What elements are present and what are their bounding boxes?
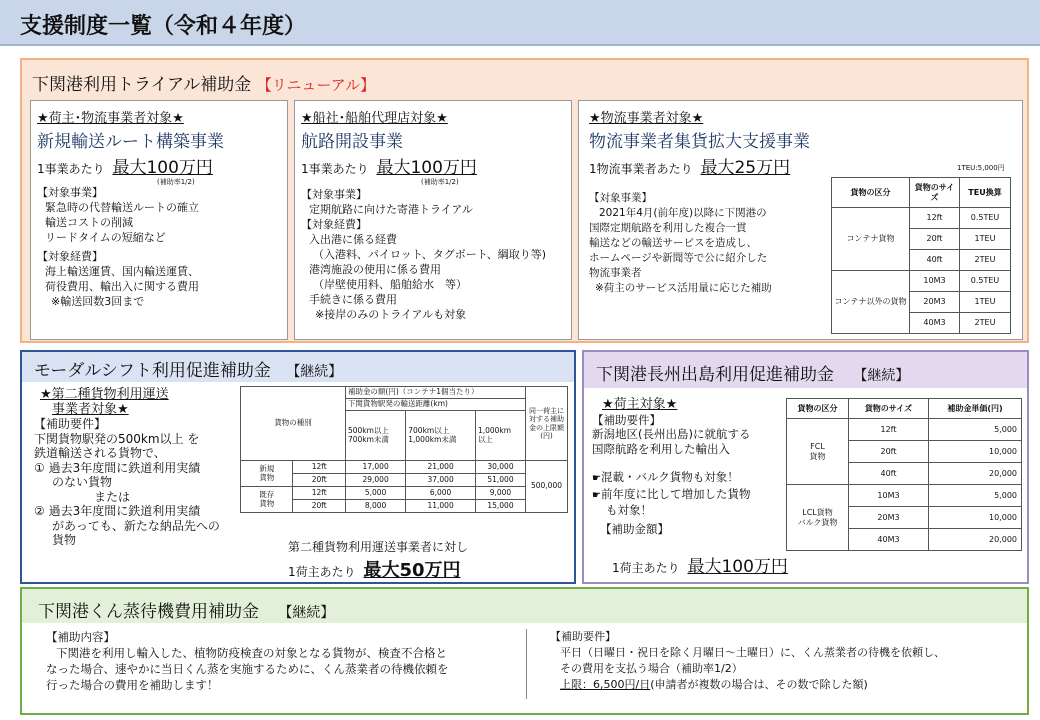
choshu-section <box>582 350 1029 584</box>
modal-h-d2: 700km以上 1,000km未満 <box>406 411 476 461</box>
choshu-h1: 【補助要件】 <box>592 412 661 427</box>
logistics-teu-note: 1TEU:5,000円 <box>957 164 1005 172</box>
choshu-l5: も対象！ <box>606 503 652 517</box>
choshu-h-price: 補助金単価(円) <box>929 399 1022 419</box>
modal-h1: 【補助要件】 <box>34 417 107 431</box>
opening-l5: （岸壁使用料、船舶給水 等） <box>313 278 467 291</box>
modal-l3: ① 過去3年度間に鉄道利用実績 <box>34 460 201 475</box>
modal-target2: 事業者対象★ <box>52 401 129 417</box>
opening-l1: 定期航路に向けた寄港トライアル <box>309 203 473 216</box>
choshu-per: 1荷主あたり <box>612 561 680 575</box>
modal-left-text <box>34 388 220 548</box>
modal-h-d3: 1,000km 以上 <box>475 411 525 461</box>
opening-h1: 【対象事業】 <box>301 188 367 201</box>
opening-l4: 港湾施設の使用に係る費用 <box>309 263 441 276</box>
fumigation-tag: 【継続】 <box>278 605 335 621</box>
modal-cell: 29,000 <box>345 474 405 487</box>
modal-cell: 51,000 <box>475 474 525 487</box>
teu-g1: コンテナ貨物 <box>832 208 910 271</box>
hand-icon: ☛ <box>592 489 601 501</box>
choshu-cell: 5,000 <box>929 419 1022 441</box>
modal-cell: 21,000 <box>406 461 476 474</box>
choshu-amount <box>612 552 788 577</box>
choshu-h-kind: 貨物の区分 <box>787 399 849 419</box>
modal-h-dist: 下関貨物駅発の輸送距離(km) <box>345 399 525 411</box>
modal-l7: があっても、新たな納品先への <box>52 518 220 533</box>
fumigation-cap-note: (申請者が複数の場合は、その数で除した額) <box>650 678 868 691</box>
page-title: 支援制度一覧（令和４年度） <box>20 14 307 39</box>
fumigation-right-h: 【補助要件】 <box>550 630 616 643</box>
choshu-cell: 20,000 <box>929 529 1022 551</box>
teu-cell: 0.5TEU <box>960 271 1011 292</box>
logistics-amount <box>589 153 790 178</box>
opening-details <box>301 187 546 322</box>
trial-card-route-opening <box>294 100 572 340</box>
logistics-l5: 物流事業者 <box>589 267 642 279</box>
teu-cell: 10M3 <box>910 271 960 292</box>
route-l4: 海上輸送運賃、国内輸送運賃、 <box>45 265 199 278</box>
modal-l2: 鉄道輸送される貨物で、 <box>34 446 166 460</box>
modal-section <box>20 350 576 584</box>
teu-cell: 0.5TEU <box>960 208 1011 229</box>
modal-limit: 500,000 <box>526 461 568 513</box>
choshu-cell: 20M3 <box>849 507 929 529</box>
route-amount <box>37 153 213 178</box>
opening-rate: (補助率1/2) <box>421 178 459 186</box>
choshu-cell: 10,000 <box>929 441 1022 463</box>
choshu-l4-text: 前年度に比して増加した貨物 <box>600 486 751 501</box>
route-details <box>37 185 199 309</box>
logistics-l6: ※荷主のサービス活用量に応じた補助 <box>595 282 772 294</box>
trial-title-text: 下関港利用トライアル補助金 <box>32 75 252 95</box>
modal-cell: 8,000 <box>345 500 405 513</box>
modal-cell: 30,000 <box>475 461 525 474</box>
choshu-h-size: 貨物のサイズ <box>849 399 929 419</box>
trial-card-route <box>30 100 288 340</box>
modal-footer: 第二種貨物利用運送事業者に対し <box>288 540 469 554</box>
choshu-h2: 【補助金額】 <box>600 521 669 536</box>
teu-cell: 12ft <box>910 208 960 229</box>
modal-h-same: 同一荷主に対する補助金の上限額(円) <box>526 387 568 461</box>
logistics-max: 最大25万円 <box>700 158 791 178</box>
choshu-cell: 10,000 <box>929 507 1022 529</box>
choshu-cell: 12ft <box>849 419 929 441</box>
hand-icon: ☛ <box>592 473 601 484</box>
choshu-title <box>596 360 909 385</box>
teu-table <box>831 177 1011 334</box>
route-l6: ※輸送回数3回まで <box>51 295 145 308</box>
modal-cell: 20ft <box>293 500 345 513</box>
teu-cell: 20M3 <box>910 292 960 313</box>
modal-cell: 5,000 <box>345 487 405 500</box>
teu-cell: 1TEU <box>960 229 1011 250</box>
opening-max: 最大100万円 <box>376 158 477 178</box>
fumigation-title-text: 下関港くん蒸待機費用補助金 <box>38 602 259 622</box>
choshu-l3 <box>592 470 750 487</box>
opening-target: ★船社･船舶代理店対象★ <box>301 111 448 126</box>
fumigation-right-l1: 平日（日曜日・祝日を除く月曜日～土曜日）に、くん蒸業者の待機を依頼し、 <box>560 646 945 659</box>
opening-amount <box>301 153 477 178</box>
modal-h-amount: 補助金の額(円)（コンテナ1個当たり） <box>345 387 525 399</box>
teu-cell: 40M3 <box>910 313 960 334</box>
teu-cell: 20ft <box>910 229 960 250</box>
modal-cell: 17,000 <box>345 461 405 474</box>
modal-cell: 9,000 <box>475 487 525 500</box>
route-name: 新規輸送ルート構築事業 <box>37 132 224 152</box>
logistics-l4: ホームページや新聞等で公に紹介した <box>589 252 768 264</box>
logistics-h1: 【対象事業】 <box>589 192 652 204</box>
teu-h-teu: TEU換算 <box>960 178 1011 208</box>
route-max: 最大100万円 <box>112 158 213 178</box>
teu-cell: 2TEU <box>960 250 1011 271</box>
route-h2: 【対象経費】 <box>37 250 103 263</box>
logistics-l2: 国際定期航路を利用した複合一貫 <box>589 222 747 234</box>
modal-cell: 20ft <box>293 474 345 487</box>
choshu-cell: 20,000 <box>929 463 1022 485</box>
choshu-cell: 10M3 <box>849 485 929 507</box>
fumigation-title <box>38 597 334 622</box>
fumigation-left-l1: 下関港を利用し輸入した、植物防疫検査の対象となる貨物が、検査不合格と <box>56 646 447 660</box>
modal-table <box>240 386 568 513</box>
route-rate: (補助率1/2) <box>157 178 195 186</box>
teu-g2: コンテナ以外の貨物 <box>832 271 910 334</box>
trial-tag: 【リニューアル】 <box>256 76 376 94</box>
trial-card-logistics <box>578 100 1023 340</box>
route-l2: 輸送コストの削減 <box>45 216 133 229</box>
fumigation-right-l3 <box>550 677 945 693</box>
route-l1: 緊急時の代替輸送ルートの確立 <box>45 201 199 214</box>
opening-l2: 入出港に係る経費 <box>309 233 397 246</box>
choshu-l4 <box>592 487 750 504</box>
modal-cell: 15,000 <box>475 500 525 513</box>
fumigation-right-l2: その費用を支払う場合（補助率1/2） <box>560 662 743 675</box>
choshu-title-text: 下関港長州出島利用促進補助金 <box>596 365 834 385</box>
choshu-g2: LCL貨物 バルク貨物 <box>787 485 849 551</box>
trial-section <box>20 58 1029 343</box>
choshu-max: 最大100万円 <box>687 557 788 577</box>
modal-h-kind: 貨物の種別 <box>241 387 346 461</box>
logistics-details <box>589 191 772 296</box>
fumigation-divider <box>526 629 527 699</box>
choshu-l2: 国際航路を利用した輸出入 <box>592 441 730 456</box>
choshu-target: ★荷主対象★ <box>602 397 678 412</box>
logistics-l1: 2021年4月(前年度)以降に下関港の <box>599 207 767 219</box>
choshu-cell: 20ft <box>849 441 929 463</box>
fumigation-cap: 上限：6,500円/日 <box>560 678 651 691</box>
choshu-l3-text: 混載・バルク貨物も対象！ <box>600 470 739 484</box>
teu-cell: 40ft <box>910 250 960 271</box>
choshu-left-text <box>592 398 750 536</box>
modal-h-d1: 500km以上 700km未満 <box>345 411 405 461</box>
modal-target1: ★第二種貨物利用運送 <box>40 387 169 402</box>
modal-title <box>34 356 342 381</box>
modal-cell: 12ft <box>293 487 345 500</box>
fumigation-right <box>550 629 945 693</box>
modal-cell: 6,000 <box>406 487 476 500</box>
choshu-cell: 40ft <box>849 463 929 485</box>
opening-l3: （入港料、パイロット、タグボート、綱取り等) <box>313 248 547 261</box>
choshu-cell: 5,000 <box>929 485 1022 507</box>
route-target: ★荷主･物流事業者対象★ <box>37 111 184 126</box>
opening-l7: ※接岸のみのトライアルも対象 <box>315 308 467 321</box>
route-l3: リードタイムの短縮など <box>45 231 166 244</box>
teu-h-size: 貨物のサイズ <box>910 178 960 208</box>
choshu-g1: FCL 貨物 <box>787 419 849 485</box>
route-l5: 荷役費用、輸出入に関する費用 <box>45 280 199 293</box>
teu-cell: 2TEU <box>960 313 1011 334</box>
modal-l1: 下関貨物駅発の500km以上 を <box>34 431 200 446</box>
fumigation-left-l2: なった場合、速やかに当日くん蒸を実施するために、くん蒸業者の待機依頼を <box>46 662 449 676</box>
fumigation-section <box>20 587 1029 715</box>
modal-per: 1荷主あたり <box>288 565 356 579</box>
choshu-tag: 【継続】 <box>853 368 910 384</box>
teu-h-kind: 貨物の区分 <box>832 178 910 208</box>
modal-cell: 11,000 <box>406 500 476 513</box>
logistics-target: ★物流事業者対象★ <box>589 111 704 126</box>
modal-cell: 12ft <box>293 461 345 474</box>
page-header <box>0 0 1040 46</box>
opening-name: 航路開設事業 <box>301 132 403 152</box>
modal-l8: 貨物 <box>52 533 77 547</box>
modal-l6: ② 過去3年度間に鉄道利用実績 <box>34 504 201 518</box>
fumigation-left <box>46 629 449 693</box>
choshu-cell: 40M3 <box>849 529 929 551</box>
modal-cell: 37,000 <box>406 474 476 487</box>
opening-l6: 手続きに係る費用 <box>309 293 397 306</box>
fumigation-left-h: 【補助内容】 <box>46 630 115 644</box>
modal-amount <box>288 556 461 582</box>
choshu-table <box>786 398 1022 551</box>
choshu-l1: 新潟地区(長州出島)に就航する <box>592 427 751 441</box>
modal-g2: 既存 貨物 <box>241 487 293 513</box>
trial-title <box>32 70 375 95</box>
route-per: 1事業あたり <box>37 162 105 176</box>
logistics-l3: 輸送などの輸送サービスを造成し、 <box>589 237 757 249</box>
opening-per: 1事業あたり <box>301 162 369 176</box>
logistics-per: 1物流事業者あたり <box>589 162 693 176</box>
modal-l4: のない貨物 <box>52 475 113 489</box>
opening-h2: 【対象経費】 <box>301 218 367 231</box>
route-h1: 【対象事業】 <box>37 186 103 199</box>
logistics-name: 物流事業者集貨拡大支援事業 <box>589 132 810 152</box>
modal-max: 最大50万円 <box>363 560 461 581</box>
modal-title-text: モーダルシフト利用促進補助金 <box>34 361 271 381</box>
modal-g1: 新規 貨物 <box>241 461 293 487</box>
teu-cell: 1TEU <box>960 292 1011 313</box>
fumigation-left-l3: 行った場合の費用を補助します！ <box>46 678 219 692</box>
modal-tag: 【継続】 <box>286 364 343 380</box>
modal-l5: または <box>94 489 131 504</box>
